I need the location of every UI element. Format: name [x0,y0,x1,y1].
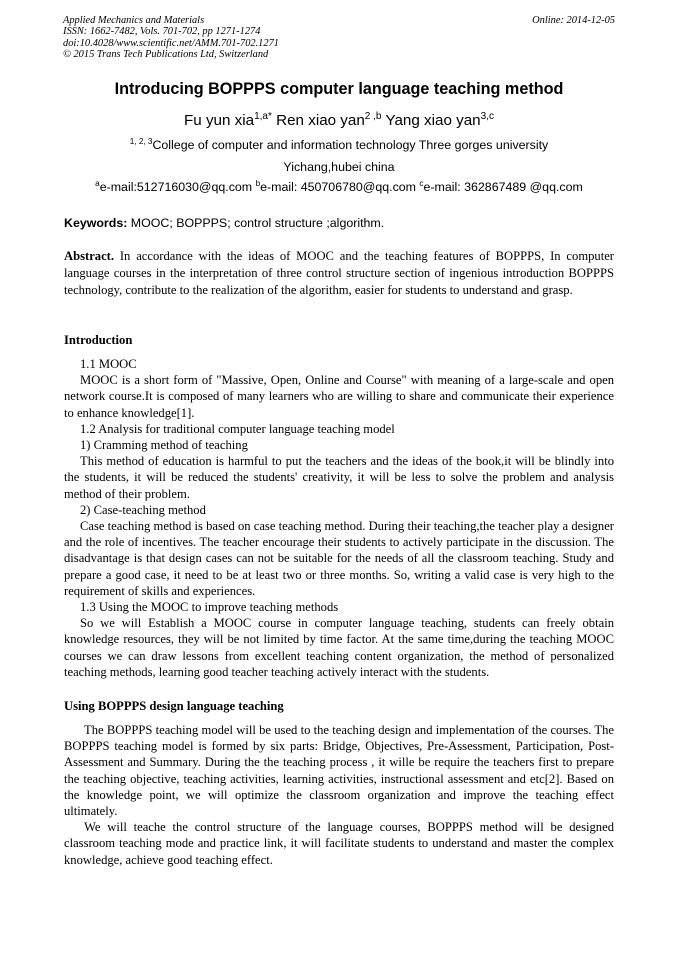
affiliation-text: College of computer and information technology Three gorges university [152,138,549,152]
body-paragraph: 1.3 Using the MOOC to improve teaching methods [80,600,339,615]
doi-line: doi:10.4028/www.scientific.net/AMM.701-702.1271 [63,37,279,49]
body-paragraph: MOOC is a short form of "Massive, Open, Online and Course" with meaning of a large-scale and open network course.It is composed of many learners who are willing to share and communicate their experience to enhance knowledge[1]. [64,373,614,420]
abstract-label: Abstract. [64,249,115,263]
author-list [0,112,678,129]
body-paragraph: 1.2 Analysis for traditional computer language teaching model [80,421,395,436]
keywords-text: MOOC; BOPPPS; control structure ;algorithm. [127,216,385,230]
affiliation-marker: 1, 2, 3 [129,136,153,146]
body-paragraph: 1) Cramming method of teaching [80,438,248,453]
email-line [0,180,678,194]
keywords-label: Keywords: [64,216,128,230]
affiliation-line [0,138,678,152]
section-heading-introduction: Introduction [64,333,133,347]
author-name: Yang xiao yan [385,112,481,129]
issn-line: ISSN: 1662-7482, Vols. 701-702, pp 1271-1274 [63,26,261,38]
body-paragraph: This method of education is harmful to put the teachers and the ideas of the book,it will be blindly into the students, it will be reduced the students' creativity, it will be less to solve the problem and analysis method of their problem. [64,454,614,501]
introduction-body [64,356,614,680]
paper-title: Introducing BOPPPS computer language teaching method [114,80,564,98]
author-marker: 2 ,b [364,110,382,122]
body-paragraph: The BOPPPS teaching model will be used to the teaching design and implementation of the courses. The BOPPPS teaching model is formed by six parts: Bridge, Objectives, Pre-Assessment, Participation, Post-Assessment and Summary. During the the teaching process , it wille be require the teachers first to prepare the teaching objective, teaching activities, learning activities, instructional assessment and etc[2]. Based on the knowledge point, we will optimize the classroom organization and improve the teaching effect ultimately. [64,723,614,819]
email-address: e-mail: 362867489 @qq.com [423,180,583,194]
journal-name: Applied Mechanics and Materials [63,15,205,26]
journal-header [63,15,615,61]
boppps-body [64,722,614,868]
body-paragraph: 1.1 MOOC [80,357,137,371]
email-marker: a [95,178,100,188]
body-paragraph: Case teaching method is based on case teaching method. During their teaching,the teacher play a designer and the role of incentives. The teacher encourage their students to actively participate in the discussion. The disadvantage is that design cases can not be suitable for the needs of all the classroom teaching. Study and prepare a good case, it need to be at least two or three months. So, writing a valid case is very high to the requirement of skills and experiences. [64,519,614,598]
email-address: e-mail:512716030@qq.com [99,180,256,194]
author-name: Ren xiao yan [276,112,365,129]
body-paragraph: So we will Establish a MOOC course in computer language teaching, students can freely obtain knowledge resources, they will be not limited by time factor. At the same time,during the teaching MOOC courses we can draw lessons from excellent teaching content organization, the method of personalized teaching methods, learning good teacher teaching actively interact with the students. [64,616,614,679]
body-paragraph: We will teache the control structure of the language courses, BOPPPS method will be designed classroom teaching mode and practice link, it will facilitate students to understand and master the complex knowledge, achieve good teaching effect. [64,820,614,867]
author-marker: 1,a* [254,110,272,122]
email-address: e-mail: 450706780@qq.com [260,180,420,194]
email-marker: c [419,178,424,188]
body-paragraph: 2) Case-teaching method [80,502,206,517]
abstract-text: In accordance with the ideas of MOOC and the teaching features of BOPPPS, In computer language courses in the interpretation of three control structure section of ingenious introduction BOPPPS technology, contribute to the realization of the algorithm, easier for students to understand and grasp. [64,249,614,297]
copyright-line: © 2015 Trans Tech Publications Ltd, Switzerland [63,49,269,61]
affiliation-city: Yichang,hubei china [283,160,395,174]
section-heading-boppps: Using BOPPPS design language teaching [64,699,284,713]
email-marker: b [255,178,261,188]
author-name: Fu yun xia [184,112,255,129]
author-marker: 3,c [480,110,494,122]
online-date: Online: 2014-12-05 [532,15,615,26]
abstract-paragraph [64,248,614,299]
keywords-line [64,216,616,230]
